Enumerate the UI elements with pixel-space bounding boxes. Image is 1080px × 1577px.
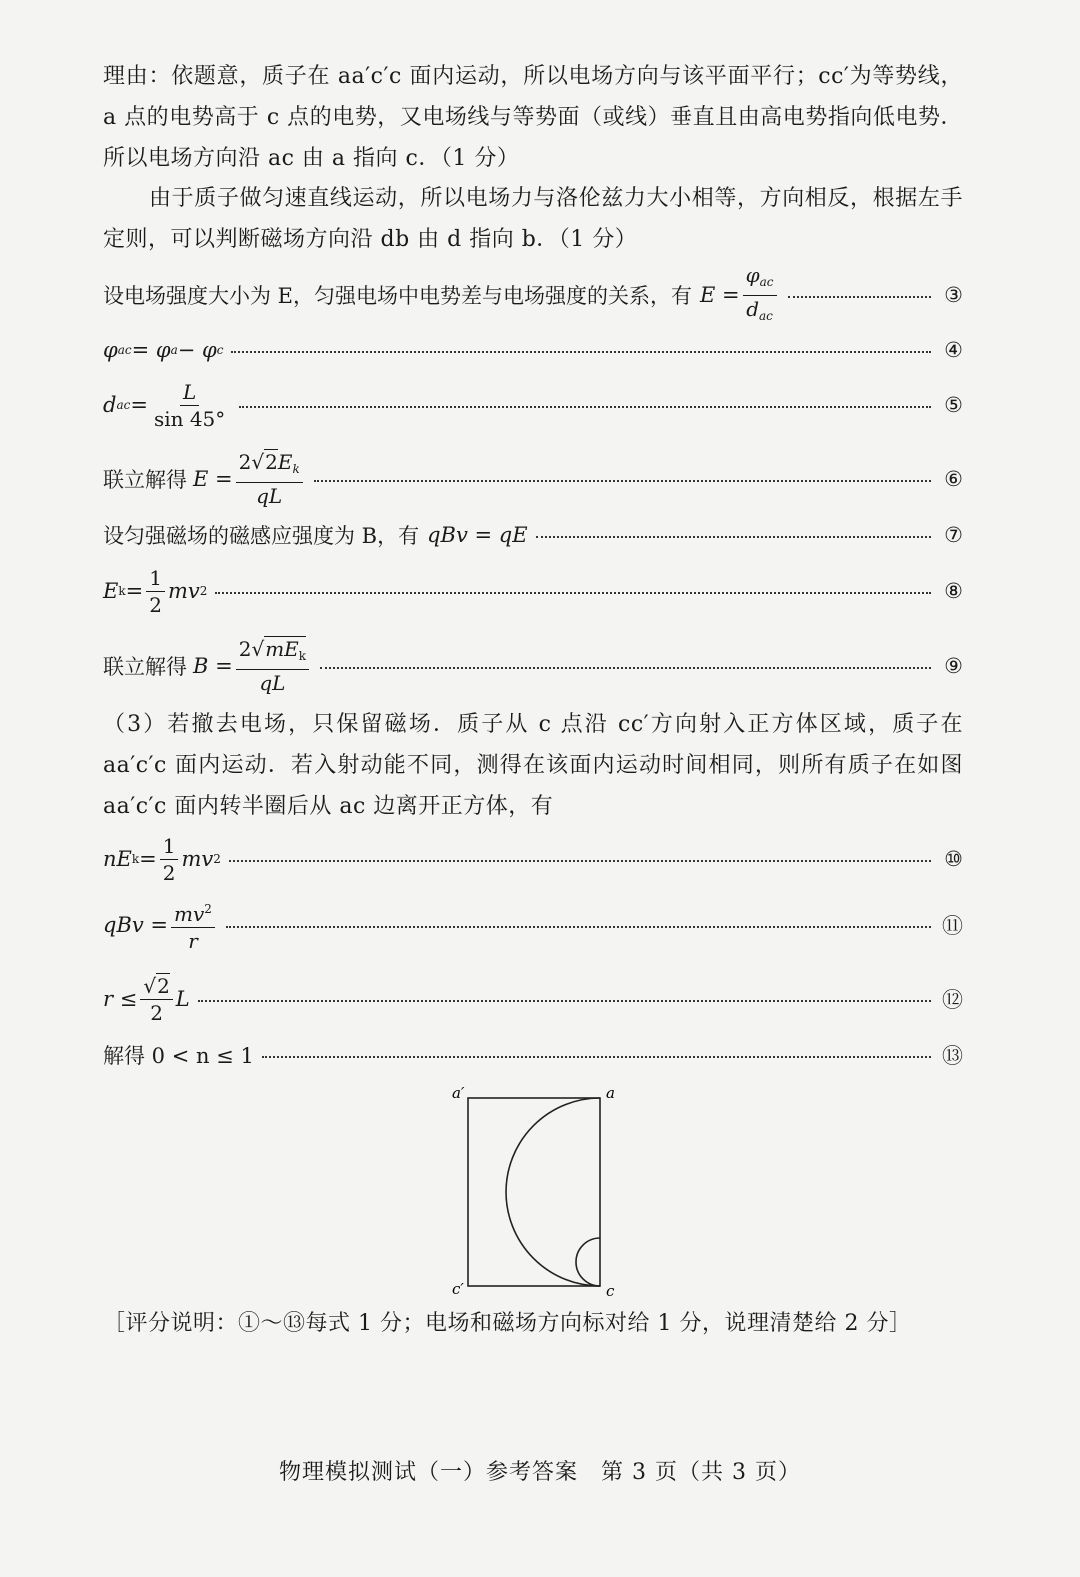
equation-number: ⑫ [942,988,963,1012]
leader-dots [231,351,931,353]
page-footer: 物理模拟测试（一）参考答案 第 3 页（共 3 页） [279,1460,801,1485]
label-c: c [606,1282,615,1300]
equation-number: ③ [944,283,963,307]
equation-5: d ac = $\frac{L}{\sin 45^\circ}$ ⑤ [103,379,963,431]
leader-dots [215,592,931,594]
fraction: $\frac{2√2E_k}{qL}$ [236,449,303,509]
leader-dots [239,406,931,408]
equation-number: ⑥ [944,467,963,491]
equation-number: ⑤ [944,393,963,417]
small-semicircle-trajectory [576,1238,600,1286]
fraction: $\frac{\varphi_{ac}}{d_{ac}}$ [743,262,777,329]
fraction: $\frac{1}{2}$ [146,565,165,618]
part-3-paragraph: （3）若撤去电场，只保留磁场．质子从 c 点沿 cc′方向射入正方体区域，质子在 aa′c′c 面内运动．若入射动能不同，测得在该面内运动时间相同，则所有质子在如图 aa′c′c 面内转半圈后从 ac 边离开正方体，有 [103,712,963,819]
leader-dots [198,1000,931,1002]
cube-face-diagram [440,1080,640,1300]
equation-8: E k = $\frac{1}{2}$ mv 2 ⑧ [103,565,963,617]
equation-number: ④ [944,338,963,362]
leader-dots [229,860,931,862]
equation-3: 设电场强度大小为 E，匀强电场中电势差与电场强度的关系，有 E = $\frac{\varphi_{ac}}{d_{ac}}$ ③ [103,272,963,318]
leader-dots [320,667,931,669]
leader-dots [226,926,931,928]
velocity-paragraph: 由于质子做匀速直线运动，所以电场力与洛伦兹力大小相等，方向相反，根据左手定则，可以判断磁场方向沿 db 由 d 指向 b．（1 分） [103,186,963,252]
equation-11: qBv = $\frac{mv^2}{r}$ ⑪ [103,898,963,952]
equation-number: ⑪ [942,914,963,938]
equation-12: r ≤ $\frac{√2}{2}$ L ⑫ [103,973,963,1025]
equation-number: ⑦ [944,523,963,547]
equation-4: φ ac = φ a − φ c ④ [103,338,963,362]
leader-dots [314,480,931,482]
leader-dots [262,1056,931,1058]
fraction: $\frac{2√mE_k}{qL}$ [236,636,309,696]
label-a-prime: a′ [452,1084,465,1102]
equation-number: ⑨ [944,654,963,678]
equation-9: 联立解得 B = $\frac{2√mE_k}{qL}$ ⑨ [103,637,963,695]
equation-7: 设匀强磁场的磁感应强度为 B，有 qBv = qE ⑦ [103,523,963,548]
reason-paragraph: 理由：依题意，质子在 aa′c′c 面内运动，所以电场方向与该平面平行；cc′为等势线，a 点的电势高于 c 点的电势，又电场线与等势面（或线）垂直且由高电势指向低电势．所以电场方向沿 ac 由 a 指向 c．（1 分） [103,64,963,171]
fraction: $\frac{mv^2}{r}$ [171,896,215,954]
fraction: $\frac{1}{2}$ [160,833,179,886]
fraction: $\frac{L}{\sin 45^\circ}$ [153,379,226,431]
scoring-note: ［评分说明：①～⑬每式 1 分；电场和磁场方向标对给 1 分，说理清楚给 2 分］ [103,1311,912,1336]
large-semicircle-trajectory [506,1098,600,1286]
equation-13: 解得 0 < n ≤ 1 ⑬ [103,1040,963,1070]
equation-number: ⑬ [942,1044,963,1068]
label-c-prime: c′ [452,1280,464,1298]
leader-dots [788,296,931,298]
equation-6: 联立解得 E = $\frac{2√2E_k}{qL}$ ⑥ [103,450,963,508]
equation-10: nE k = $\frac{1}{2}$ mv 2 ⑩ [103,833,963,885]
fraction: $\frac{√2}{2}$ [140,973,172,1026]
leader-dots [536,536,931,538]
equation-number: ⑧ [944,579,963,603]
equation-number: ⑩ [944,847,963,871]
label-a: a [606,1084,615,1102]
